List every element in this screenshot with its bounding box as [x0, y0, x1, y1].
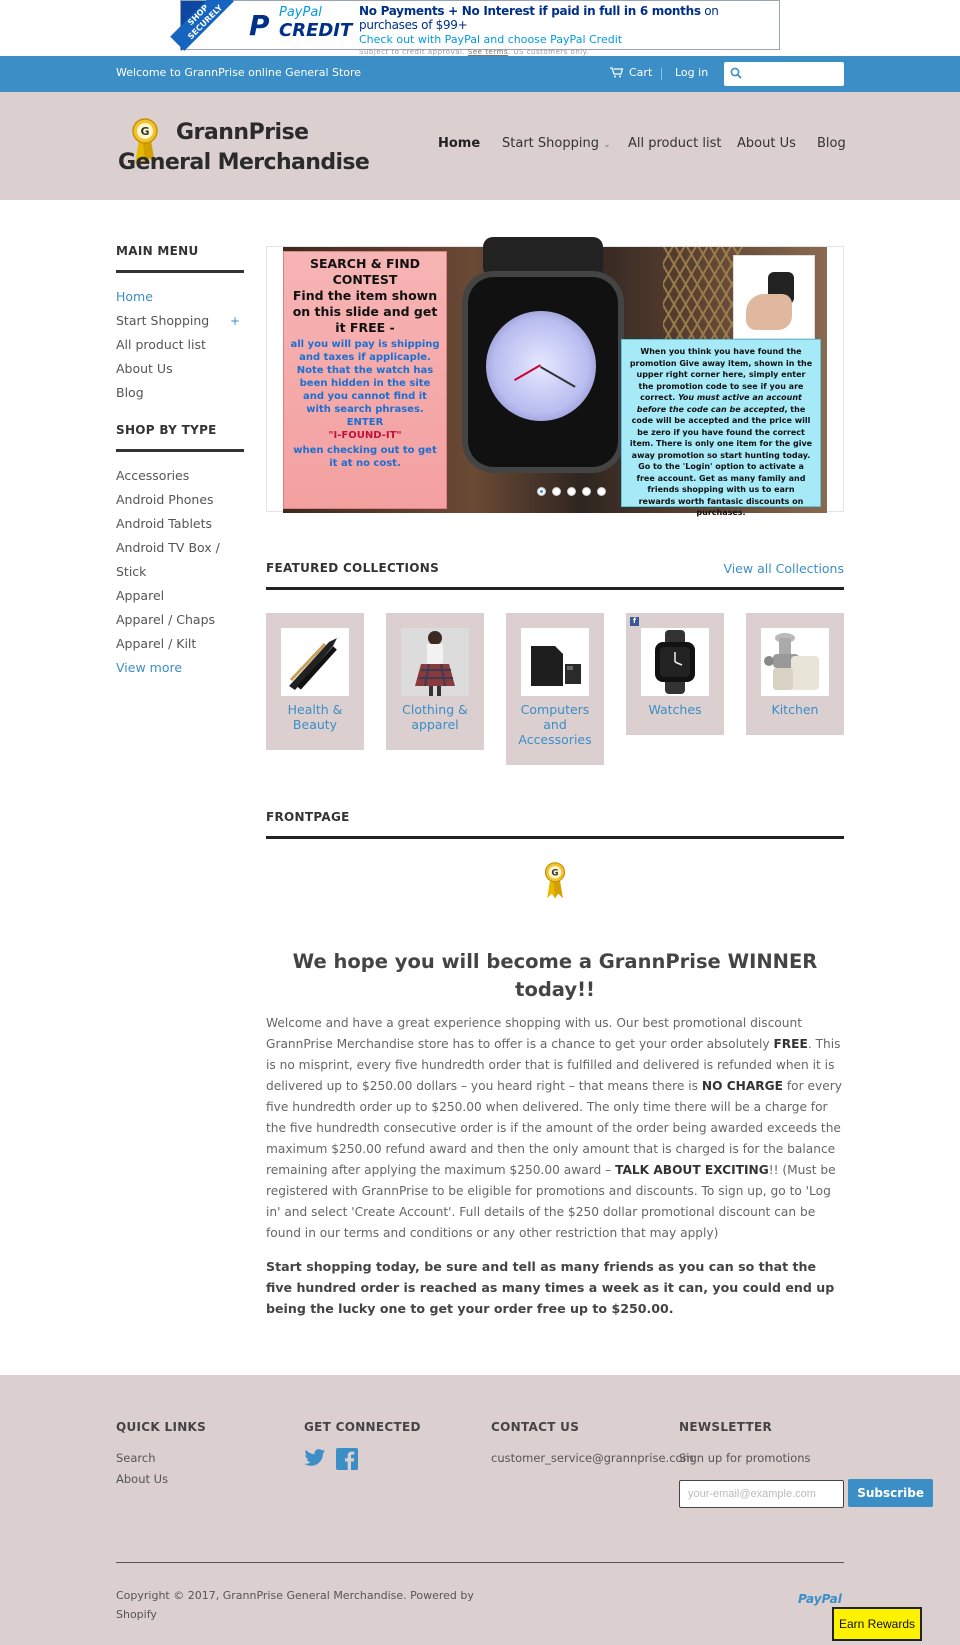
p1-free: FREE [773, 1037, 808, 1051]
sidebar-type-apparel-chaps[interactable]: Apparel / Chaps [116, 612, 216, 627]
contest-end: when checking out to get it at no cost. [293, 445, 437, 469]
start-shopping-paragraph: Start shopping today, be sure and tell as many friends as you can so that the five hundred order is reached as many times a week as it can, you could end up being the lucky one to get your order free up to $250.00. [266, 1259, 835, 1316]
logo-credit-text: CREDIT [279, 20, 353, 41]
p1-d: !! (Must be registered with GrannPrise to be eligible for promotions and discounts. To sign up, go to 'Log in' and select 'Create Account'. Full details of the $250 dollar promotional discount can be found in our terms and conditions or any other restriction that may apply) [266, 1163, 836, 1240]
promo-message [359, 4, 779, 56]
collection-image[interactable] [521, 628, 589, 696]
earn-rewards-button[interactable]: Earn Rewards [832, 1607, 922, 1641]
site-logo[interactable] [116, 114, 370, 180]
winner-headline: We hope you will become a GrannPrise WINNER today!! [292, 950, 818, 1001]
paypal-p-icon: P [249, 9, 270, 42]
promo-headline-bold: No Payments + No Interest if paid in full in 6 months [359, 4, 701, 18]
promo-headline [359, 4, 779, 32]
sidebar-item-home[interactable]: Home [116, 289, 153, 304]
search-input[interactable] [746, 64, 840, 84]
subscribe-button[interactable]: Subscribe [848, 1479, 933, 1507]
twitter-icon[interactable] [304, 1448, 326, 1468]
facebook-icon[interactable] [336, 1448, 358, 1470]
svg-text:G: G [551, 868, 559, 879]
p1-a: Welcome and have a great experience shopping with us. Our best promotional discount GrannPrise Merchandise store has to offer is a chance to get your order absolutely [266, 1016, 802, 1051]
collection-label[interactable]: Watches [648, 702, 702, 717]
sidebar-item-start-shopping[interactable] [116, 309, 244, 333]
fine-print-b: . US customers only. [507, 48, 590, 56]
hero-slider[interactable] [266, 246, 844, 517]
view-all-collections-link[interactable]: View all Collections [723, 561, 844, 576]
nav-blog[interactable]: Blog [817, 136, 846, 151]
p1-b: . This is no misprint, every five hundredth order that is fulfilled and delivered is refunded when it is delivered up to $250.00 dollars – you heard right – that means there is [266, 1037, 841, 1093]
contact-us-title: CONTACT US [491, 1420, 580, 1434]
slider-dot[interactable] [537, 487, 546, 496]
watch-second-hand [514, 364, 541, 381]
contest-code: "I-FOUND-IT" [328, 430, 402, 441]
frontpage-header [266, 810, 844, 839]
collection-watches[interactable] [626, 613, 724, 735]
instructions-a: When you think you have found the promotion Give away item, shown in the upper right corner here, simply enter the promotion code to see if you are correct. [629, 347, 813, 402]
sidebar-view-more[interactable]: View more [116, 660, 183, 675]
p1-c: for every five hundredth order up to $250.00 when delivered. The only time there will be a charge for the five hundredth consecutive order is if the amount of the order being awarded exceeds the maximum $250.00 refund award and then the only amount that is charged is for the balance remaining after applying the maximum $250.00 award – [266, 1079, 842, 1177]
slider-dot[interactable] [567, 487, 576, 496]
hand-graphic [746, 294, 792, 330]
paypal-payment-icon: PayPal [798, 1592, 842, 1606]
topbar-divider [661, 68, 662, 80]
footer-newsletter [679, 1420, 933, 1508]
sidebar-type-android-tv-box[interactable]: Android TV Box / Stick [116, 540, 220, 579]
instructions-b: , the code will be accepted and the price will be zero if you have found the correct item. There is only one item for the give away promotion so start hunting today. Go to the 'Login' option to activate a free account. Get as many family and friends shopping with us to earn rewards worth fantasic discounts on purchases. [629, 404, 813, 517]
shop-by-type-title: SHOP BY TYPE [116, 423, 244, 452]
promo-subline: Check out with PayPal and choose PayPal Credit [359, 33, 623, 46]
cart-link[interactable] [610, 66, 652, 79]
sidebar-type-android-tablets[interactable]: Android Tablets [116, 516, 213, 531]
login-link[interactable]: Log in [675, 66, 709, 79]
logo-line2: General Merchandise [118, 150, 370, 175]
contest-panel [283, 251, 447, 509]
site-header [0, 92, 960, 200]
svg-text:G: G [140, 125, 150, 138]
sidebar [116, 244, 244, 680]
newsletter-email-input[interactable] [679, 1480, 844, 1508]
sidebar-item-about-us[interactable]: About Us [116, 361, 173, 376]
p1-exciting: TALK ABOUT EXCITING [615, 1163, 769, 1177]
fine-print-a: Subject to credit approval. [359, 48, 466, 56]
footer-contact-us [491, 1420, 694, 1469]
watch-strap [483, 237, 603, 277]
logo-paypal-text: PayPal [279, 5, 322, 20]
instructions-panel [621, 339, 821, 517]
promo-fine-print [359, 48, 779, 56]
nav-about-us[interactable]: About Us [737, 136, 796, 151]
sidebar-type-apparel[interactable]: Apparel [116, 588, 165, 603]
smartwatch-icon [641, 628, 709, 696]
nav-start-shopping[interactable] [502, 136, 611, 151]
search-box[interactable] [724, 62, 844, 86]
meat-grinder-icon [761, 628, 829, 696]
featured-collections-header [266, 561, 844, 590]
sidebar-item-start-shopping-label: Start Shopping [116, 313, 210, 328]
collection-label[interactable]: Health & Beauty [287, 702, 343, 732]
welcome-paragraph [266, 1013, 844, 1244]
giveaway-item-thumbnail [733, 255, 815, 339]
instructions-italic: You must active an account before the code can be accepted [636, 393, 802, 414]
promo-banner-area [0, 0, 960, 56]
contest-details: all you will pay is shipping and taxes if applicaple. Note that the watch has been hidden in the site and you cannot find it with search phrases. ENTER [290, 339, 440, 428]
cart-icon [610, 67, 623, 78]
slide-image[interactable] [283, 247, 827, 517]
sidebar-type-apparel-kilt[interactable]: Apparel / Kilt [116, 636, 197, 651]
frontpage-title: FRONTPAGE [266, 810, 350, 824]
sidebar-type-accessories[interactable]: Accessories [116, 468, 190, 483]
paypal-credit-logo [279, 5, 352, 41]
footer-divider [116, 1562, 844, 1563]
get-connected-title: GET CONNECTED [304, 1420, 421, 1434]
nav-all-products[interactable]: All product list [628, 136, 722, 151]
newsletter-title: NEWSLETTER [679, 1420, 773, 1434]
nav-home[interactable]: Home [438, 136, 481, 151]
logo-line1: GrannPrise [176, 120, 309, 145]
site-footer [0, 1375, 960, 1645]
top-bar [0, 56, 960, 92]
nav-start-shopping-label: Start Shopping [502, 136, 599, 151]
chevron-down-icon: ⌄ [603, 140, 611, 150]
paypal-credit-banner[interactable] [180, 0, 780, 56]
watch-face [486, 311, 596, 421]
see-terms-link[interactable]: See terms [467, 48, 508, 56]
footer-link-about-us[interactable]: About Us [116, 1472, 169, 1486]
contest-subtitle: Find the item shown on this slide and get it FREE - [292, 288, 438, 335]
smartwatch-graphic [468, 277, 618, 467]
slider-dots [537, 487, 606, 496]
copyright-text: Copyright © 2017, GrannPrise General Merchandise. Powered by Shopify [116, 1589, 474, 1621]
memory-card-icon [521, 628, 589, 696]
collection-computers-accessories[interactable] [506, 613, 604, 765]
collection-health-beauty[interactable] [266, 613, 364, 750]
footer-get-connected [304, 1420, 421, 1470]
sidebar-item-all-products[interactable]: All product list [116, 337, 206, 352]
collection-kitchen[interactable] [746, 613, 844, 735]
search-icon[interactable] [730, 67, 742, 79]
watch-hand [540, 366, 576, 388]
collection-image[interactable] [401, 628, 469, 696]
footer-quick-links [116, 1420, 206, 1490]
contact-email-link[interactable]: customer_service@grannprise.com [491, 1451, 694, 1465]
collection-image[interactable] [641, 628, 709, 696]
hair-straightener-icon [281, 628, 349, 696]
slider-dot[interactable] [597, 487, 606, 496]
main-menu-title: MAIN MENU [116, 244, 244, 273]
shop-securely-ribbon: SHOP SECURELY [170, 0, 234, 51]
slider-dot[interactable] [582, 487, 591, 496]
newsletter-text: Sign up for promotions [679, 1451, 811, 1465]
social-links [304, 1448, 421, 1470]
eiffel-tower-graphic [663, 247, 743, 347]
promo-headline-rest: on purchases of $99+ [359, 4, 719, 32]
welcome-message: Welcome to GrannPrise online General Store [116, 66, 362, 79]
medal-icon [543, 862, 567, 900]
collection-label[interactable]: Kitchen [771, 702, 819, 717]
sidebar-type-android-phones[interactable]: Android Phones [116, 492, 214, 507]
slider-dot[interactable] [552, 487, 561, 496]
collection-image[interactable] [281, 628, 349, 696]
collection-image[interactable] [761, 628, 829, 696]
sidebar-item-blog[interactable]: Blog [116, 385, 144, 400]
footer-link-search[interactable]: Search [116, 1451, 156, 1465]
plaid-skirt-icon [401, 628, 469, 696]
collection-label[interactable]: Computers and Accessories [518, 702, 592, 747]
cart-label: Cart [629, 66, 653, 79]
collection-clothing-apparel[interactable] [386, 613, 484, 750]
p1-no-charge: NO CHARGE [701, 1079, 783, 1093]
quick-links-title: QUICK LINKS [116, 1420, 207, 1434]
facebook-badge-icon: f [630, 617, 639, 626]
featured-collections-title: FEATURED COLLECTIONS [266, 561, 440, 575]
contest-title: SEARCH & FIND CONTEST [309, 256, 421, 287]
collection-label[interactable]: Clothing & apparel [402, 702, 468, 732]
expand-plus-icon[interactable]: + [229, 314, 240, 328]
